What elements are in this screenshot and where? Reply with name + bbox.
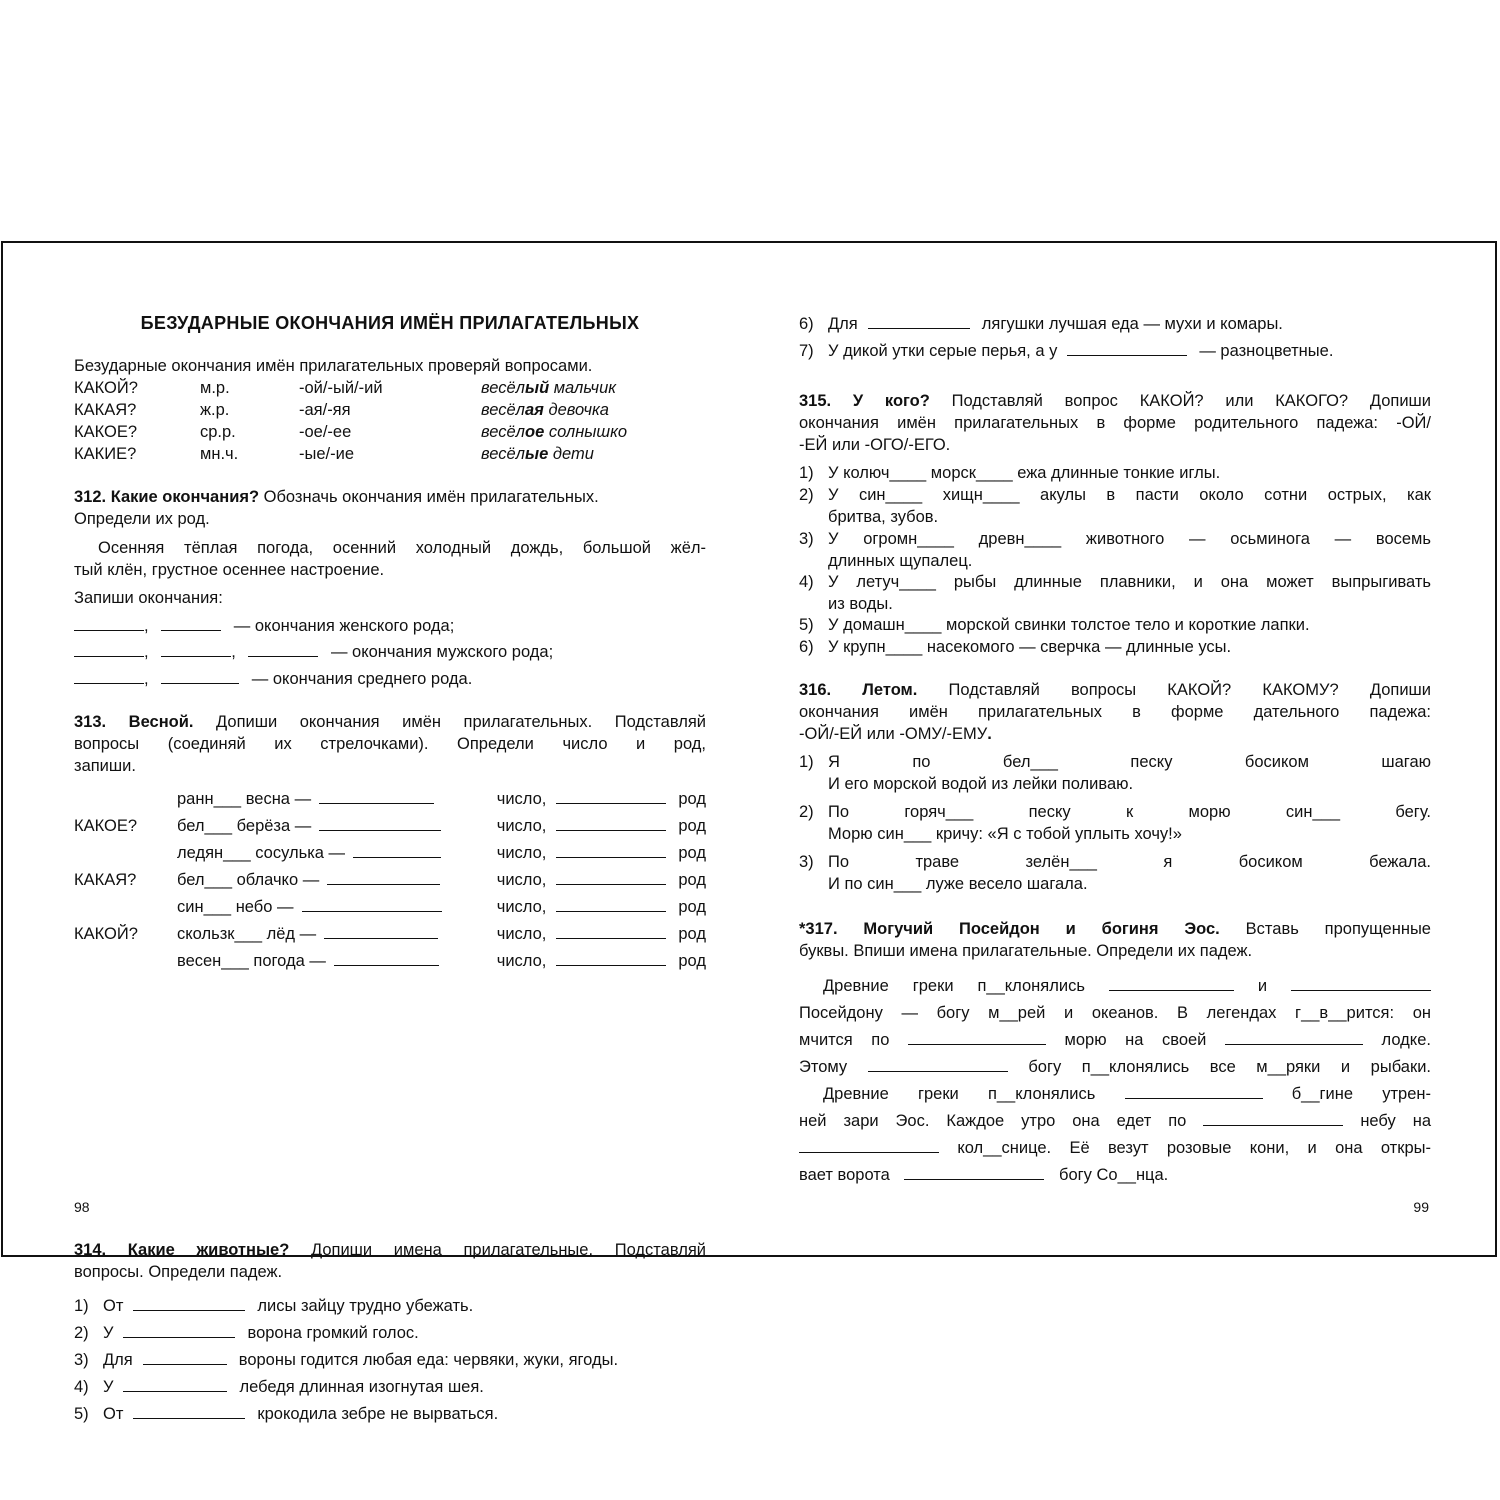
item-number: 1) bbox=[799, 753, 814, 771]
answer-blank[interactable] bbox=[161, 616, 221, 631]
item-text: У домашн____ морской свинки толстое тело и короткие лапки. bbox=[828, 616, 1310, 634]
answer-blank[interactable] bbox=[161, 669, 239, 684]
item-text: У колюч____ морск____ ежа длинные тонкие иглы. bbox=[828, 464, 1221, 482]
ex313-number-gender: число, род bbox=[496, 925, 706, 943]
answer-blank[interactable] bbox=[868, 314, 970, 329]
ex313-number-gender: число, род bbox=[496, 817, 706, 835]
rule-cell-q: КАКОЙ? bbox=[74, 379, 138, 397]
rule-row bbox=[74, 443, 706, 465]
item-number: 5) bbox=[74, 1405, 89, 1423]
ex317-text: Древние греки п__клонялись и Посейдону — богу м__рей и океанов. В легендах г__в__рится: он мчится по морю на своей лодке. Этому богу п__клонялись все м__ряки и рыбаки. Древние греки п__клонялись б__гине утрен- ней зари Эос. Каждое утро она едет по небу на кол__снице. Её везут розовые кони, и она откры- вает ворота богу Со__нца. bbox=[799, 977, 1431, 1184]
rule-cell-e: -ое/-ее bbox=[299, 423, 352, 441]
answer-blank[interactable] bbox=[1225, 1030, 1363, 1045]
ex316-task: 316. Летом. Подставляй вопросы КАКОЙ? КАКОМУ? Допиши окончания имён прилагательных в форме дательного падежа: -ОЙ/-ЕЙ или -ОМУ/-ЕМУ. bbox=[799, 681, 1431, 743]
ex317-heading: *317. Могучий Посейдон и богиня Эос. bbox=[799, 920, 1220, 938]
item-text: У огромн____ древн____ животного — осьминога — восемь длинных щупалец. bbox=[828, 530, 1431, 570]
answer-blank[interactable] bbox=[556, 897, 666, 912]
rule-example: весёлый мальчик bbox=[481, 379, 617, 397]
ex316-heading: 316. Летом. bbox=[799, 681, 918, 699]
ex313-row bbox=[74, 896, 706, 918]
ex313-task: 313. Весной. Допиши окончания имён прилагательных. Подставляй вопросы (соединяй их стрелочками). Определи число и род, запиши. bbox=[74, 713, 706, 775]
ex313-phrase: бел___ облачко — bbox=[177, 869, 440, 891]
answer-blank[interactable] bbox=[908, 1030, 1046, 1045]
rule-row bbox=[74, 399, 706, 421]
ex313-number-gender: число, род bbox=[496, 871, 706, 889]
ex313-number-gender: число, род bbox=[496, 790, 706, 808]
answer-blank[interactable] bbox=[123, 1377, 227, 1392]
item-text: Я по бел___ песку босиком шагаю И его морской водой из лейки поливаю. bbox=[828, 753, 1431, 793]
answer-blank[interactable] bbox=[123, 1323, 235, 1338]
ex314-heading: 314. Какие животные? bbox=[74, 1241, 290, 1259]
rule-example: весёлые дети bbox=[481, 445, 594, 463]
answer-blank[interactable] bbox=[556, 924, 666, 939]
answer-blank[interactable] bbox=[327, 870, 440, 885]
rule-example: весёлое солнышко bbox=[481, 423, 628, 441]
answer-blank[interactable] bbox=[133, 1404, 245, 1419]
rule-cell-q: КАКАЯ? bbox=[74, 401, 137, 419]
ex313-question[interactable]: КАКОЙ? bbox=[74, 925, 138, 943]
ex313-row bbox=[74, 950, 706, 972]
page-title: БЕЗУДАРНЫЕ ОКОНЧАНИЯ ИМЁН ПРИЛАГАТЕЛЬНЫХ bbox=[140, 313, 640, 333]
book-spread bbox=[1, 241, 1497, 1423]
ex315-heading: 315. У кого? bbox=[799, 392, 930, 410]
item-number: 3) bbox=[74, 1351, 89, 1369]
ex313-number-gender: число, род bbox=[496, 952, 706, 970]
ex313-phrase: весен___ погода — bbox=[177, 950, 439, 972]
ex313-phrase: бел___ берёза — bbox=[177, 815, 441, 837]
answer-blank[interactable] bbox=[161, 642, 231, 657]
ex313-question[interactable]: КАКАЯ? bbox=[74, 871, 137, 889]
answer-blank[interactable] bbox=[799, 1138, 939, 1153]
rule-cell-g: мн.ч. bbox=[200, 445, 239, 463]
answer-blank[interactable] bbox=[1125, 1084, 1263, 1099]
answer-blank[interactable] bbox=[74, 669, 144, 684]
ex312-line-feminine: , — окончания женского рода; bbox=[74, 615, 454, 637]
item-text: По траве зелён___ я босиком бежала. И по син___ луже весело шагала. bbox=[828, 853, 1431, 893]
answer-blank[interactable] bbox=[143, 1350, 227, 1365]
ex313-phrase: син___ небо — bbox=[177, 896, 442, 918]
rule-cell-q: КАКИЕ? bbox=[74, 445, 137, 463]
ex313-phrase: ранн___ весна — bbox=[177, 788, 434, 810]
answer-blank[interactable] bbox=[248, 642, 318, 657]
item-text: Для лягушки лучшая еда — мухи и комары. bbox=[828, 315, 1283, 333]
answer-blank[interactable] bbox=[319, 789, 434, 804]
rule-cell-e: -ая/-яя bbox=[299, 401, 351, 419]
item-number: 4) bbox=[74, 1378, 89, 1396]
ex313-question[interactable]: КАКОЕ? bbox=[74, 817, 138, 835]
item-number: 3) bbox=[799, 530, 814, 548]
item-number: 2) bbox=[799, 803, 814, 821]
item-text: У дикой утки серые перья, а у — разноцветные. bbox=[828, 342, 1334, 360]
rules-table bbox=[74, 377, 706, 465]
item-text: Для вороны годится любая еда: червяки, жуки, ягоды. bbox=[103, 1351, 619, 1369]
answer-blank[interactable] bbox=[74, 616, 144, 631]
rule-row bbox=[74, 377, 706, 399]
answer-blank[interactable] bbox=[324, 924, 438, 939]
item-number: 2) bbox=[799, 486, 814, 504]
ex315-task: 315. У кого? Подставляй вопрос КАКОЙ? или КАКОГО? Допиши окончания имён прилагательных в форме родительного падежа: -ОЙ/ -ЕЙ или -ОГО/-ЕГО. bbox=[799, 392, 1431, 454]
rule-cell-q: КАКОЕ? bbox=[74, 423, 138, 441]
answer-blank[interactable] bbox=[556, 816, 666, 831]
answer-blank[interactable] bbox=[353, 843, 441, 858]
answer-blank[interactable] bbox=[133, 1296, 245, 1311]
ex313-row bbox=[74, 923, 706, 945]
rule-cell-g: м.р. bbox=[200, 379, 230, 397]
item-number: 2) bbox=[74, 1324, 89, 1342]
ex317-task: *317. Могучий Посейдон и богиня Эос. Вставь пропущенные буквы. Впиши имена прилагательные. Определи их падеж. bbox=[799, 920, 1431, 960]
answer-blank[interactable] bbox=[556, 870, 666, 885]
item-text: От крокодила зебре не вырваться. bbox=[103, 1405, 499, 1423]
answer-blank[interactable] bbox=[556, 843, 666, 858]
item-number: 1) bbox=[799, 464, 814, 482]
answer-blank[interactable] bbox=[1203, 1111, 1343, 1126]
page-number-left: 98 bbox=[74, 1199, 90, 1215]
ex313-row bbox=[74, 788, 706, 810]
intro-text: Безударные окончания имён прилагательных проверяй вопросами. bbox=[74, 357, 593, 375]
item-number: 5) bbox=[799, 616, 814, 634]
rule-cell-e: -ой/-ый/-ий bbox=[299, 379, 383, 397]
item-number: 1) bbox=[74, 1297, 89, 1315]
item-text: У крупн____ насекомого — сверчка — длинные усы. bbox=[828, 638, 1232, 656]
item-text: От лисы зайцу трудно убежать. bbox=[103, 1297, 474, 1315]
answer-blank[interactable] bbox=[1067, 341, 1187, 356]
ex312-line-masculine: , , — окончания мужского рода; bbox=[74, 641, 553, 663]
ex313-phrase: ледян___ сосулька — bbox=[177, 842, 441, 864]
ex313-heading: 313. Весной. bbox=[74, 713, 194, 731]
item-number: 6) bbox=[799, 315, 814, 333]
item-number: 7) bbox=[799, 342, 814, 360]
rule-cell-g: ж.р. bbox=[200, 401, 230, 419]
page-number-right: 99 bbox=[1413, 1199, 1429, 1215]
ex313-row bbox=[74, 815, 706, 837]
ex312-task: 312. Какие окончания? Обозначь окончания имён прилагательных. Определи их род. bbox=[74, 488, 599, 528]
item-number: 6) bbox=[799, 638, 814, 656]
rule-cell-g: ср.р. bbox=[200, 423, 236, 441]
rule-cell-e: -ые/-ие bbox=[299, 445, 355, 463]
answer-blank[interactable] bbox=[556, 951, 666, 966]
ex312-heading: 312. Какие окончания? bbox=[74, 488, 260, 506]
item-number: 4) bbox=[799, 573, 814, 591]
answer-blank[interactable] bbox=[1109, 976, 1234, 991]
answer-blank[interactable] bbox=[556, 789, 666, 804]
item-text: У летуч____ рыбы длинные плавники, и она может выпрыгивать из воды. bbox=[828, 573, 1431, 613]
answer-blank[interactable] bbox=[302, 897, 442, 912]
item-text: У ворона громкий голос. bbox=[103, 1324, 419, 1342]
ex313-phrase: скользк___ лёд — bbox=[177, 923, 438, 945]
ex313-row bbox=[74, 869, 706, 891]
ex313-row bbox=[74, 842, 706, 864]
item-text: У лебедя длинная изогнутая шея. bbox=[103, 1378, 484, 1396]
item-text: У син____ хищн____ акулы в пасти около сотни острых, как бритва, зубов. bbox=[828, 486, 1431, 526]
answer-blank[interactable] bbox=[1291, 976, 1431, 991]
answer-blank[interactable] bbox=[74, 642, 144, 657]
answer-blank[interactable] bbox=[334, 951, 439, 966]
ex312-write-label: Запиши окончания: bbox=[74, 589, 223, 607]
answer-blank[interactable] bbox=[868, 1057, 1008, 1072]
ex312-text: Осенняя тёплая погода, осенний холодный дождь, большой жёл- тый клён, грустное осеннее настроение. bbox=[74, 539, 706, 579]
ex312-line-neuter: , — окончания среднего рода. bbox=[74, 668, 472, 690]
ex313-number-gender: число, род bbox=[496, 898, 706, 916]
ex314-task: 314. Какие животные? Допиши имена прилагательные. Подставляй вопросы. Определи падеж. bbox=[74, 1241, 706, 1281]
item-text: По горяч___ песку к морю син___ бегу. Морю син___ кричу: «Я с тобой уплыть хочу!» bbox=[828, 803, 1431, 843]
answer-blank[interactable] bbox=[904, 1165, 1044, 1180]
answer-blank[interactable] bbox=[319, 816, 441, 831]
rule-example: весёлая девочка bbox=[481, 401, 609, 419]
ex313-number-gender: число, род bbox=[496, 844, 706, 862]
item-number: 3) bbox=[799, 853, 814, 871]
rule-row bbox=[74, 421, 706, 443]
